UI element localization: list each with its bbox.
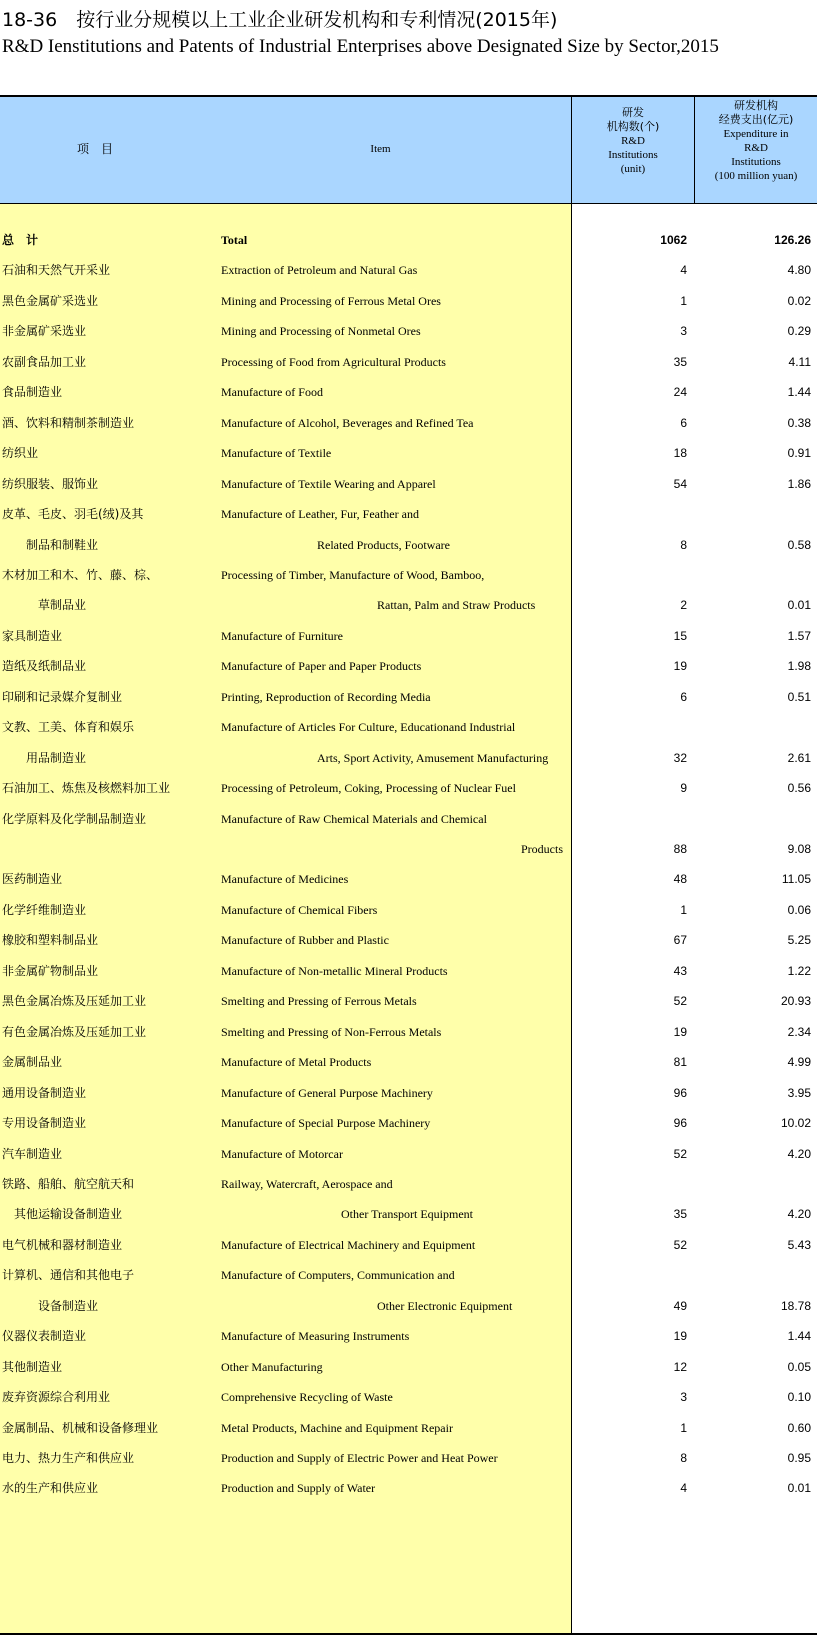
table-row [0, 1412, 817, 1444]
row-label-en: Manufacture of Articles For Culture, Educationand Industrial [221, 720, 516, 735]
row-label-en: Manufacture of Motorcar [221, 1146, 343, 1161]
row-label-cn: 农副食品加工业 [2, 354, 87, 369]
table-row [0, 1320, 817, 1352]
title-en: R&D Ienstitutions and Patents of Industrial Enterprises above Designated Size by Sector,2015 [2, 36, 719, 57]
table-row [0, 1442, 817, 1474]
header-col2-line: Expenditure in [723, 128, 789, 140]
table-row [0, 620, 817, 652]
row-label-cn: 皮革、毛皮、羽毛(绒)及其 [2, 507, 144, 522]
row-label-cn: 食品制造业 [2, 385, 63, 400]
table-row [0, 224, 817, 256]
rd-institutions-value: 2 [680, 598, 687, 613]
row-label-en: Metal Products, Machine and Equipment Repair [221, 1420, 453, 1435]
rd-institutions-value: 54 [673, 476, 687, 491]
header-col2-line: R&D [744, 142, 768, 154]
table-row [0, 711, 817, 743]
row-label-cn: 医药制造业 [2, 872, 63, 887]
row-label-cn: 用品制造业 [2, 750, 87, 765]
table-row [0, 529, 817, 561]
row-label-en: Other Manufacturing [221, 1359, 323, 1374]
row-label-en: Printing, Reproduction of Recording Media [221, 689, 431, 704]
table-row [0, 650, 817, 682]
row-label-en: Manufacture of Leather, Fur, Feather and [221, 507, 419, 522]
row-label-en: Manufacture of Computers, Communication and [221, 1268, 455, 1283]
rd-institutions-value: 35 [673, 354, 687, 369]
expenditure-value: 0.60 [787, 1420, 811, 1435]
table-row [0, 1351, 817, 1383]
table-row [0, 589, 817, 621]
row-label-en: Products [221, 842, 564, 856]
row-label-en: Processing of Petroleum, Coking, Processing of Nuclear Fuel [221, 781, 516, 796]
rd-institutions-value: 19 [673, 1024, 687, 1039]
row-label-cn: 化学原料及化学制品制造业 [2, 811, 147, 826]
rd-institutions-value: 3 [680, 1390, 687, 1405]
row-label-cn: 其他运输设备制造业 [2, 1207, 123, 1222]
row-label-cn: 计算机、通信和其他电子 [2, 1268, 135, 1283]
row-label-en: Manufacture of Rubber and Plastic [221, 933, 389, 948]
row-label-cn: 仪器仪表制造业 [2, 1329, 87, 1344]
header-col1-line: Institutions [608, 149, 658, 161]
row-label-en: Other Electronic Equipment [221, 1298, 513, 1313]
row-label-cn: 非金属矿物制品业 [2, 963, 99, 978]
table-row [0, 1107, 817, 1139]
rd-institutions-value: 52 [673, 994, 687, 1009]
row-label-cn: 制品和制鞋业 [2, 537, 99, 552]
rd-institutions-value: 52 [673, 1237, 687, 1252]
rd-institutions-value: 81 [673, 1055, 687, 1070]
row-label-en: Related Products, Footware [221, 537, 450, 552]
expenditure-value: 0.01 [787, 1481, 811, 1496]
rd-institutions-value: 49 [673, 1298, 687, 1313]
rd-institutions-value: 12 [673, 1359, 687, 1374]
table-row [0, 1016, 817, 1048]
row-label-en: Manufacture of Special Purpose Machinery [221, 1116, 431, 1131]
row-label-en: Manufacture of Textile [221, 446, 332, 461]
expenditure-value: 0.29 [787, 324, 811, 339]
row-label-cn: 家具制造业 [2, 628, 63, 643]
expenditure-value: 1.22 [787, 963, 811, 978]
rd-institutions-value: 1 [680, 293, 687, 308]
row-label-cn: 汽车制造业 [2, 1146, 63, 1161]
row-label-cn: 造纸及纸制品业 [2, 659, 87, 674]
expenditure-value: 20.93 [780, 994, 811, 1009]
row-label-en: Manufacture of Raw Chemical Materials and Chemical [221, 811, 487, 826]
rd-institutions-value: 32 [673, 750, 687, 765]
table-row [0, 1168, 817, 1200]
rd-institutions-value: 18 [673, 446, 687, 461]
table-row [0, 1138, 817, 1170]
row-label-en: Manufacture of General Purpose Machinery [221, 1085, 433, 1100]
table-row [0, 1077, 817, 1109]
row-label-en: Railway, Watercraft, Aerospace and [221, 1176, 393, 1191]
table-row [0, 315, 817, 347]
expenditure-value: 3.95 [787, 1085, 811, 1100]
rd-institutions-value: 48 [673, 872, 687, 887]
table-row [0, 346, 817, 378]
rd-institutions-value: 88 [673, 842, 687, 856]
row-label-cn: 铁路、船舶、航空航天和 [2, 1176, 135, 1191]
rd-institutions-value: 4 [680, 263, 687, 278]
header-col1-line: R&D [621, 135, 645, 147]
header-col1-line: 研发 [622, 106, 644, 119]
expenditure-value: 1.86 [787, 476, 811, 491]
table-row [0, 742, 817, 774]
rd-institutions-value: 19 [673, 1329, 687, 1344]
expenditure-value: 5.25 [787, 933, 811, 948]
row-label-cn: 非金属矿采选业 [2, 324, 87, 339]
table-row [0, 955, 817, 987]
row-label-en: Processing of Timber, Manufacture of Wood, Bamboo, [221, 567, 485, 582]
expenditure-value: 4.20 [787, 1146, 811, 1161]
row-label-cn: 橡胶和塑料制品业 [2, 933, 99, 948]
row-label-cn: 黑色金属矿采选业 [2, 293, 99, 308]
expenditure-value: 0.51 [787, 689, 811, 704]
table-row [0, 1381, 817, 1413]
expenditure-value: 5.43 [787, 1237, 811, 1252]
row-label-cn: 木材加工和木、竹、藤、棕、 [2, 567, 159, 582]
row-label-cn: 文教、工美、体育和娱乐 [2, 720, 135, 735]
expenditure-value: 9.08 [787, 842, 811, 856]
bottom-rule [0, 1633, 817, 1635]
title-cn: 18-36 按行业分规模以上工业企业研发机构和专利情况(2015年) [2, 9, 558, 31]
row-label-en: Manufacture of Measuring Instruments [221, 1329, 410, 1344]
row-label-cn: 草制品业 [2, 598, 87, 613]
row-label-en: Rattan, Palm and Straw Products [221, 598, 536, 613]
row-label-cn: 印刷和记录媒介复制业 [2, 689, 123, 704]
row-label-en: Extraction of Petroleum and Natural Gas [221, 263, 418, 278]
rd-institutions-value: 96 [673, 1116, 687, 1131]
rd-institutions-value: 19 [673, 659, 687, 674]
expenditure-value: 4.99 [787, 1055, 811, 1070]
header-col1-line: 机构数(个) [606, 120, 660, 133]
table-row [0, 863, 817, 895]
row-label-en: Processing of Food from Agricultural Products [221, 354, 446, 369]
header-rd-institutions [572, 106, 694, 176]
table-row [0, 1229, 817, 1261]
row-label-en: Production and Supply of Electric Power and Heat Power [221, 1451, 498, 1465]
header-col2-line: Institutions [731, 156, 781, 168]
row-label-cn: 总 计 [2, 233, 39, 247]
expenditure-value: 0.58 [787, 537, 811, 552]
expenditure-value: 0.38 [787, 415, 811, 430]
rd-institutions-value: 67 [673, 933, 687, 948]
expenditure-value: 0.95 [787, 1451, 811, 1465]
row-label-cn: 纺织服装、服饰业 [2, 476, 99, 491]
row-label-cn: 电力、热力生产和供应业 [2, 1451, 135, 1465]
header-item-en: Item [370, 143, 391, 155]
header-col2-line: 经费支出(亿元) [718, 113, 794, 126]
expenditure-value: 1.44 [787, 1329, 811, 1344]
rd-institutions-value: 24 [673, 385, 687, 400]
row-label-cn: 化学纤维制造业 [2, 902, 87, 917]
table-row [0, 498, 817, 530]
row-label-cn: 专用设备制造业 [2, 1116, 87, 1131]
table-row [0, 985, 817, 1017]
rd-institutions-value: 96 [673, 1085, 687, 1100]
row-label-en: Manufacture of Furniture [221, 628, 343, 643]
expenditure-value: 0.05 [787, 1359, 811, 1374]
row-label-cn: 金属制品、机械和设备修理业 [2, 1420, 159, 1435]
rd-institutions-value: 1062 [660, 233, 687, 247]
table-row [0, 681, 817, 713]
table-row [0, 1198, 817, 1230]
expenditure-value: 0.91 [787, 446, 811, 461]
row-label-en: Mining and Processing of Ferrous Metal Ores [221, 293, 441, 308]
row-label-cn: 其他制造业 [2, 1359, 63, 1374]
expenditure-value: 0.06 [787, 902, 811, 917]
table-row [0, 1290, 817, 1322]
row-label-cn: 有色金属冶炼及压延加工业 [2, 1024, 147, 1039]
row-label-en: Manufacture of Paper and Paper Products [221, 659, 422, 674]
table-row [0, 833, 817, 865]
rd-institutions-value: 15 [673, 628, 687, 643]
row-label-cn: 纺织业 [2, 446, 39, 461]
row-label-en: Manufacture of Alcohol, Beverages and Refined Tea [221, 415, 474, 430]
row-label-cn: 酒、饮料和精制茶制造业 [2, 415, 135, 430]
expenditure-value: 1.98 [787, 659, 811, 674]
header-col1-line: (unit) [620, 163, 646, 175]
row-label-en: Smelting and Pressing of Ferrous Metals [221, 994, 417, 1009]
row-label-cn: 设备制造业 [2, 1298, 99, 1313]
row-label-cn: 通用设备制造业 [2, 1085, 87, 1100]
table-row [0, 1472, 817, 1504]
row-label-en: Manufacture of Textile Wearing and Apparel [221, 476, 436, 491]
expenditure-value: 4.20 [787, 1207, 811, 1222]
expenditure-value: 126.26 [774, 233, 811, 247]
header-col2-line: (100 million yuan) [714, 170, 798, 182]
expenditure-value: 2.34 [787, 1024, 811, 1039]
table-row [0, 559, 817, 591]
table-row [0, 1259, 817, 1291]
row-label-cn: 金属制品业 [2, 1055, 63, 1070]
rd-institutions-value: 6 [680, 689, 687, 704]
expenditure-value: 18.78 [780, 1298, 811, 1313]
rd-institutions-value: 3 [680, 324, 687, 339]
header-col2-line: 研发机构 [734, 99, 778, 112]
row-label-cn: 电气机械和器材制造业 [2, 1237, 123, 1252]
rd-institutions-value: 8 [680, 1451, 687, 1465]
row-label-cn: 石油加工、炼焦及核燃料加工业 [2, 781, 171, 796]
row-label-cn: 石油和天然气开采业 [2, 263, 111, 278]
row-label-en: Smelting and Pressing of Non-Ferrous Metals [221, 1024, 442, 1039]
row-label-en: Arts, Sport Activity, Amusement Manufacturing [221, 750, 549, 765]
table-row [0, 407, 817, 439]
row-label-en: Manufacture of Metal Products [221, 1055, 372, 1070]
rd-institutions-value: 1 [680, 1420, 687, 1435]
expenditure-value: 11.05 [781, 872, 811, 887]
expenditure-value: 2.61 [787, 750, 811, 765]
rd-institutions-value: 1 [680, 902, 687, 917]
expenditure-value: 4.80 [787, 263, 811, 278]
rd-institutions-value: 52 [673, 1146, 687, 1161]
header-item-cn: 项 目 [76, 142, 113, 156]
table-row [0, 437, 817, 469]
table-row [0, 803, 817, 835]
expenditure-value: 0.02 [787, 293, 811, 308]
rd-institutions-value: 9 [680, 781, 687, 796]
rd-institutions-value: 8 [680, 537, 687, 552]
expenditure-value: 0.56 [787, 781, 811, 796]
header-rule [0, 203, 817, 204]
header-expenditure [695, 99, 817, 183]
row-label-en: Total [221, 233, 248, 247]
table-row [0, 924, 817, 956]
row-label-cn: 废弃资源综合利用业 [2, 1390, 111, 1405]
rd-institutions-value: 43 [673, 963, 687, 978]
table-row [0, 468, 817, 500]
table-row [0, 1046, 817, 1078]
expenditure-value: 4.11 [788, 354, 811, 369]
table-row [0, 772, 817, 804]
row-label-en: Production and Supply of Water [221, 1481, 376, 1496]
table-row [0, 254, 817, 286]
expenditure-value: 1.57 [787, 628, 811, 643]
row-label-en: Manufacture of Medicines [221, 872, 349, 887]
row-label-en: Other Transport Equipment [221, 1207, 473, 1222]
expenditure-value: 0.10 [787, 1390, 811, 1405]
row-label-en: Manufacture of Chemical Fibers [221, 902, 378, 917]
row-label-en: Mining and Processing of Nonmetal Ores [221, 324, 421, 339]
row-label-cn: 黑色金属冶炼及压延加工业 [2, 994, 147, 1009]
rd-institutions-value: 4 [680, 1481, 687, 1496]
table-row [0, 285, 817, 317]
row-label-cn: 水的生产和供应业 [2, 1481, 99, 1496]
expenditure-value: 10.02 [780, 1116, 811, 1131]
row-label-en: Manufacture of Electrical Machinery and Equipment [221, 1237, 476, 1252]
table-row [0, 376, 817, 408]
rd-institutions-value: 6 [680, 415, 687, 430]
expenditure-value: 0.01 [787, 598, 811, 613]
expenditure-value: 1.44 [787, 385, 811, 400]
rd-institutions-value: 35 [673, 1207, 687, 1222]
row-label-en: Manufacture of Food [221, 385, 323, 400]
row-label-en: Comprehensive Recycling of Waste [221, 1390, 393, 1405]
table-row [0, 894, 817, 926]
row-label-en: Manufacture of Non-metallic Mineral Products [221, 963, 448, 978]
